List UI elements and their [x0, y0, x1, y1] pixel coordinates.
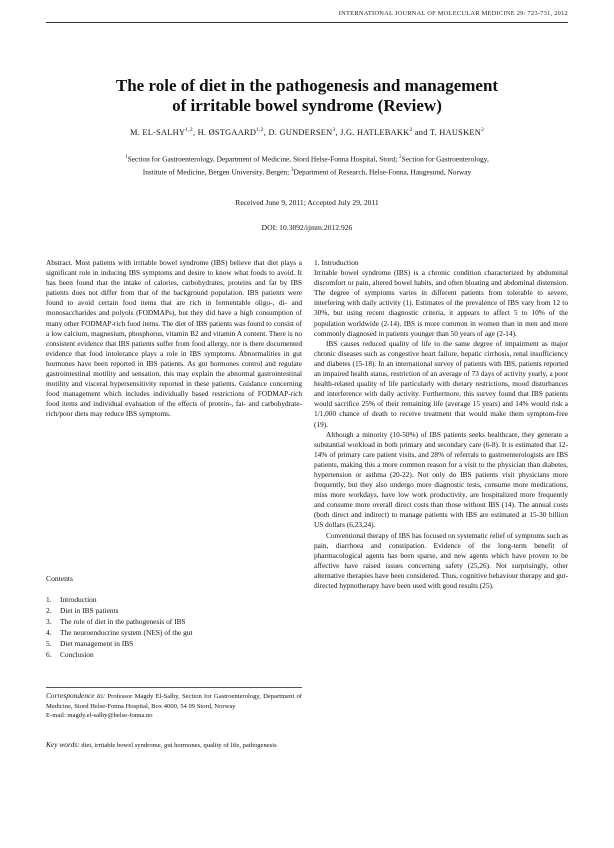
- article-title: [40, 76, 574, 116]
- toc-label: Diet in IBS patients: [60, 606, 119, 616]
- toc-number: 1.: [46, 595, 52, 604]
- title-line-2: of irritable bowel syndrome (Review): [172, 96, 442, 115]
- author-affil-sup: 2: [481, 127, 485, 133]
- correspondence-label: Correspondence to:: [46, 691, 106, 700]
- toc-label: Introduction: [60, 595, 97, 604]
- contents-list: [46, 594, 193, 661]
- list-item: [46, 649, 193, 660]
- paragraph: IBS causes reduced quality of life to the same degree of impairment as major chronic diseases such as congestive heart failure, hepatic cirrhosis, renal insufficiency and diabetes (15-18). In an international survey of patients with IBS, patients reported an impaired health status, restriction of an average of 73 days of activity yearly, a poor health-related quality of life particularly with dietary restrictions, mood disturbances and interference with daily activity. Furthermore, this survey found that IBS patients would sacrifice 25% of their remaining life (average 15 years) and 14% would risk a 1/1,000 chance of death to receive treatment that would make them symptom-free (19).: [314, 338, 568, 429]
- header-rule: [46, 22, 568, 23]
- keywords-note: [46, 740, 302, 751]
- affil-sup: 1: [125, 155, 128, 160]
- affiliation-3: Department of Research, Helse-Fonna, Haugesund, Norway: [293, 167, 472, 177]
- affiliations: [40, 152, 574, 178]
- author-list: M. EL-SALHY$^{1,2}$, H. ØSTGAARD$^{1,2}$, D. GUNDERSEN$^3$, J.G. HATLEBAKK$^2$ and T. HAUSKEN$^2$: [129, 127, 485, 137]
- toc-label: Conclusion: [60, 650, 94, 660]
- author-and: and: [414, 127, 428, 137]
- affiliation-2-cont: Institute of Medicine, Bergen University, Bergen;: [142, 167, 290, 177]
- author-name: M. EL-SALHY: [129, 127, 186, 137]
- affiliation-2: Section for Gastroenterology,: [401, 154, 489, 164]
- correspondence-email: E-mail: magdy.el-salhy@helse-fonna.no: [46, 712, 153, 720]
- toc-number: 6.: [46, 650, 52, 660]
- abstract-text: Abstract. Most patients with irritable bowel syndrome (IBS) believe that diet plays a significant role in inducing IBS symptoms and desire to know what foods to avoid. It has been found that the intake of calories, carbohydrates, proteins and fat by IBS patients does not differ from that of the background population. IBS patients were found to avoid certain food items that are rich in fermentable oligo-, di- and monosaccharides and polyols (FODMAPs), but they did have a high consumption of many other FODMAP-rich food items. The diet of IBS patients was found to consist of a low calcium, magnesium, phosphorus, vitamin B2 and vitamin A content. There is no consistent evidence that IBS patients suffer from food allergy, nor is there documented evidence that food intolerance plays a role in IBS symptoms. Abnormalities in gut hormones have been reported in IBS patients. As gut hormones control and regulate gastrointestinal motility and sensation, this may explain the abnormal gastrointestinal motility and visceral hypersensitivity reported in these patients. Guidance concerning food management which includes individually based restrictions of FODMAP-rich food items and individual evaluation of the effects of protein-, fat- and carbohydrate-rich/poor diets may reduce IBS symptoms.: [46, 258, 302, 419]
- section-heading: 1. Introduction: [314, 258, 359, 267]
- list-item: [46, 616, 193, 627]
- toc-number: 3.: [46, 617, 52, 627]
- toc-label: The role of diet in the pathogenesis of IBS: [60, 617, 186, 627]
- author-name: H. ØSTGAARD: [197, 127, 257, 137]
- doi: DOI: 10.3892/ijmm.2012.926: [261, 223, 353, 232]
- list-item: [46, 638, 193, 649]
- affiliation-1: Section for Gastroenterology, Department of Medicine, Stord Helse-Fonna Hospital, Stord;: [127, 154, 398, 164]
- footnote-rule: [46, 687, 302, 688]
- title-line-1: The role of diet in the pathogenesis and management: [115, 76, 499, 95]
- affil-sup: 3: [291, 167, 294, 173]
- paragraph: Irritable bowel syndrome (IBS) is a chronic condition characterized by abdominal discomfort or pain, altered bowel habits, and often bloating and abdominal distension. The degree of symptoms varies in different patients from tolerable to severe, interfering with daily activity (1). Estimates of the prevalence of IBS vary from 12 to 30%, but using recent diagnostic criteria, it appears to affect 5 to 10% of the population worldwide (2-14). IBS is more common in women than in men and more commonly diagnosed in patients younger than 50 years of age (2-14).: [314, 268, 568, 338]
- toc-number: 5.: [46, 639, 52, 649]
- running-head: INTERNATIONAL JOURNAL OF MOLECULAR MEDICINE 29: 723-731, 2012: [338, 10, 568, 17]
- paragraph: Although a minority (10-50%) of IBS patients seeks healthcare, they generate a substantial workload in both primary and secondary care (6-8). It is estimated that 12-14% of primary care patient visits, and 28% of referrals to gastroenterologists are IBS patients, making this a more common reason for a visit to the physician than diabetes, hypertension or asthma (20-22). Not only do IBS patients visit physicians more frequently, but they also undergo more diagnostic tests, consume more medications, miss more workdays, have low work productivity, are hospitalized more frequently and consume more overall direct costs than those without IBS (14). The annual costs (both direct and indirect) to manage patients with IBS are estimated at 15-30 billion US dollars (6,23,24).: [314, 429, 568, 530]
- toc-number: 2.: [46, 606, 52, 616]
- author-affil-sup: 1,2: [256, 127, 264, 133]
- right-column: [314, 258, 568, 591]
- contents-heading: Contents: [46, 574, 74, 583]
- keywords-label: Key words:: [46, 740, 80, 749]
- paragraph: Conventional therapy of IBS has focused on systematic relief of symptoms such as pain, diarrhoea and constipation. Evidence of the long-term benefit of pharmacological agents has been sparse, and new agents which have proven to be affective have raised issues concerning safety (25,26). Not surprisingly, other alternative therapies have been considered. Thus, cognitive behaviour therapy and gut-directed hypnotherapy have been used with good results (25).: [314, 530, 568, 590]
- list-item: [46, 594, 193, 605]
- author-affil-sup: 1,2: [185, 127, 193, 133]
- author-name: J.G. HATLEBAKK: [340, 127, 410, 137]
- keywords-text: diet, irritable bowel syndrome, gut hormones, quality of life, pathogenesis: [81, 742, 277, 749]
- correspondence-text: Professor Magdy El-Salhy, Section for Gastroenterology, Department of Medicine, Stord Helse-Fonna Hospital, Box 4000, 54 09 Stord, Norway: [46, 693, 302, 710]
- author-name: T. HAUSKEN: [429, 127, 482, 137]
- author-name: D. GUNDERSEN: [268, 127, 333, 137]
- correspondence-note: [46, 691, 302, 721]
- toc-label: The neuroendocrine system (NES) of the gut: [60, 628, 193, 638]
- toc-number: 4.: [46, 628, 52, 638]
- author-affil-sup: 2: [409, 127, 413, 133]
- affil-sup: 2: [399, 155, 402, 160]
- left-column: [46, 258, 302, 420]
- list-item: [46, 605, 193, 616]
- author-affil-sup: 3: [332, 127, 336, 133]
- list-item: [46, 627, 193, 638]
- received-accepted-dates: Received June 9, 2011; Accepted July 29, 2011: [235, 198, 379, 207]
- toc-label: Diet management in IBS: [60, 639, 134, 649]
